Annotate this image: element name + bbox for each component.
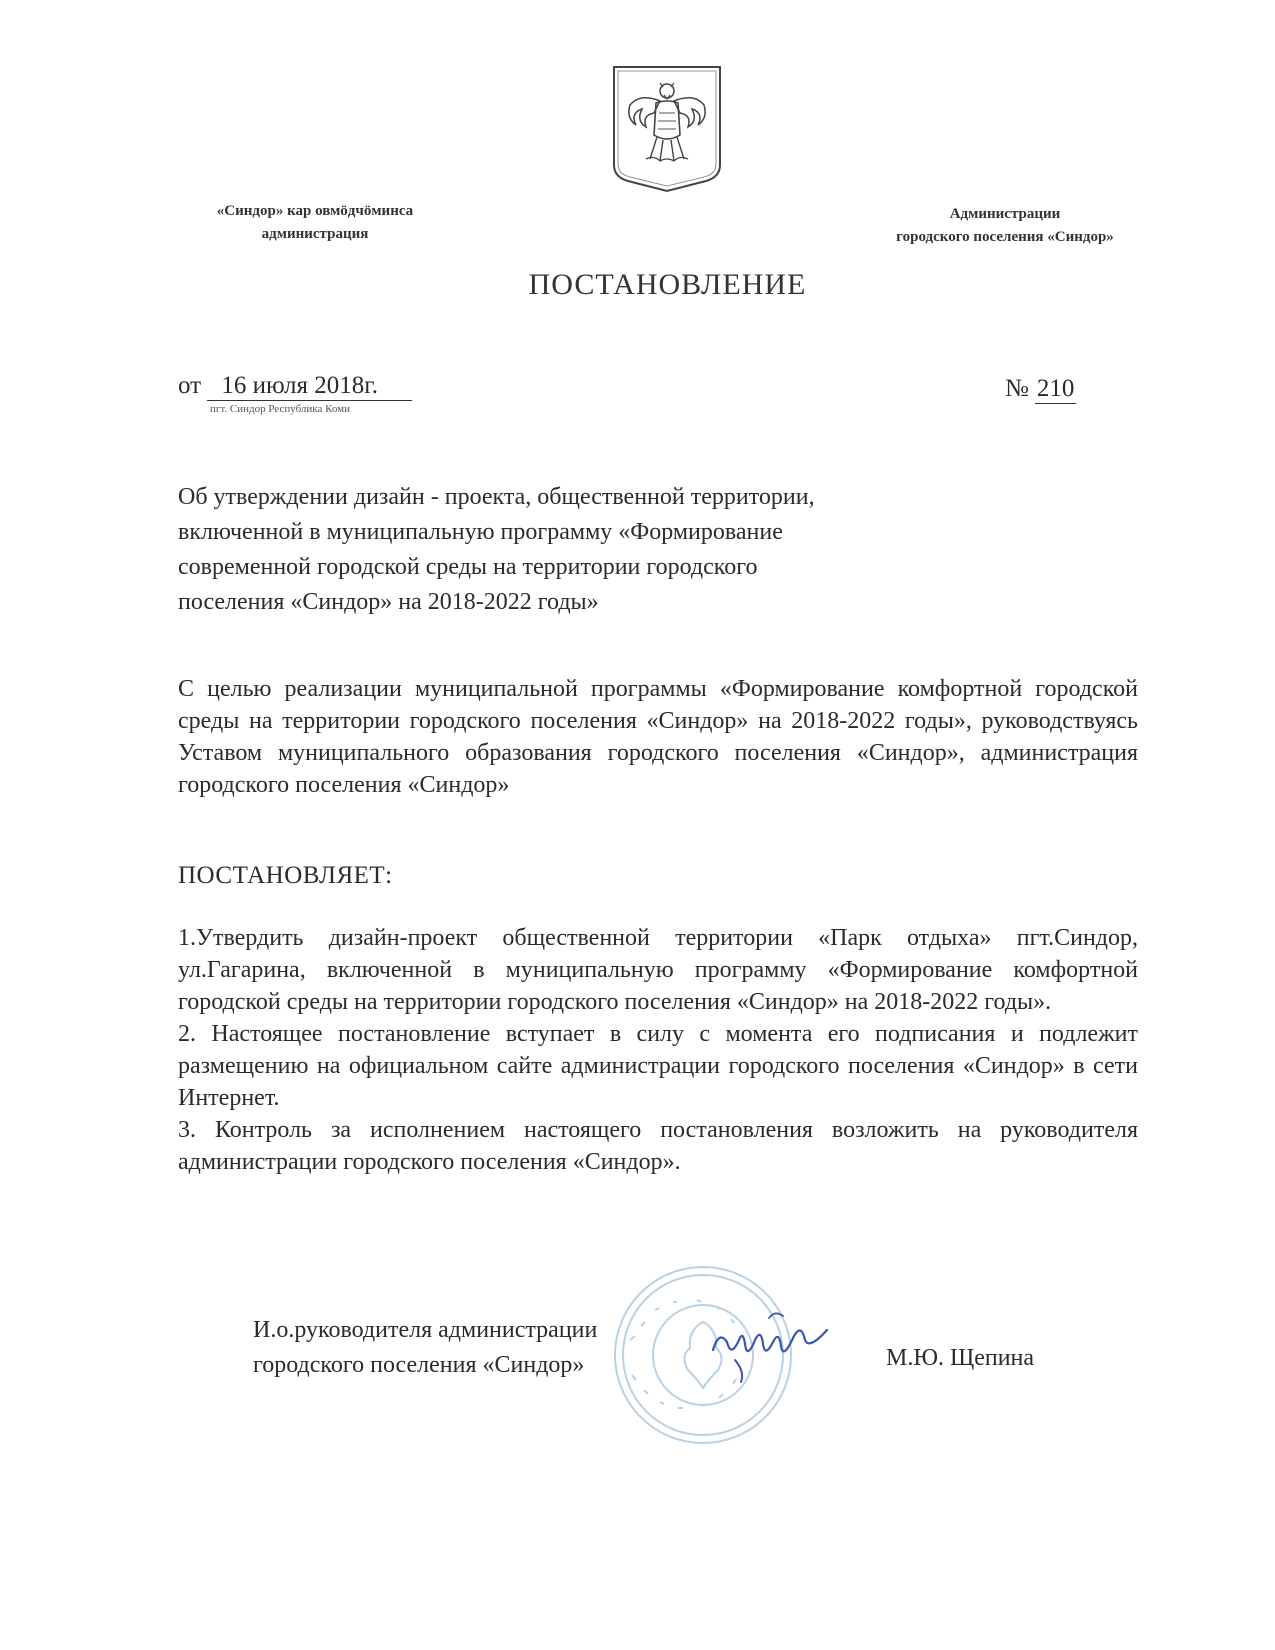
document-date: 16 июля 2018г. [207,372,412,401]
header-right-org [855,203,1155,249]
subject-line: включенной в муниципальную программу «Формирование [178,519,783,545]
date-line [178,372,412,401]
document-subject [178,480,938,620]
decree-item: 2. Настоящее постановление вступает в силу с момента его подписания и подлежит размещению на официальном сайте администрации городского поселения «Синдор» в сети Интернет. [178,1021,1138,1111]
document-number: 210 [1036,375,1075,402]
header-left-line-1: «Синдор» кар овмӧдчӧминса [216,203,414,219]
signatory-position-line: И.о.руководителя администрации [253,1317,598,1343]
handwritten-signature-icon [705,1300,835,1385]
document-place: пгт. Синдор Республика Коми [210,403,351,415]
decree-item: 3. Контроль за исполнением настоящего постановления возложить на руководителя администрации городского поселения «Синдор». [178,1117,1138,1175]
subject-line: поселения «Синдор» на 2018-2022 годы» [178,589,599,615]
decree-items [178,922,1138,1178]
document-title: ПОСТАНОВЛЕНИЕ [528,268,807,301]
subject-line: Об утверждении дизайн - проекта, общественной территории, [178,484,815,510]
signatory-position [253,1313,597,1383]
komi-coat-of-arms-icon [610,63,724,195]
number-label: № [1005,375,1029,402]
date-prefix: от [178,372,202,399]
decree-heading: ПОСТАНОВЛЯЕТ: [178,862,393,889]
signatory-position-line: городского поселения «Синдор» [253,1352,585,1378]
subject-line: современной городской среды на территории городского [178,554,758,580]
decree-item: 1.Утвердить дизайн-проект общественной территории «Парк отдыха» пгт.Синдор, ул.Гагарина, включенной в муниципальную программу «Формирование комфортной городской среды на территории городского поселения «Синдор» на 2018-2022 годы». [178,925,1138,1015]
signatory-name: М.Ю. Щепина [886,1345,1035,1371]
header-left-line-2: администрация [261,226,369,242]
document-number-line [1005,375,1076,404]
header-right-line-2: городского поселения «Синдор» [896,229,1114,245]
header-left-org [170,200,460,246]
header-right-line-1: Администрации [949,206,1061,222]
preamble-paragraph: С целью реализации муниципальной программы «Формирование комфортной городской среды на территории городского поселения «Синдор» на 2018-2022 годы», руководствуясь Уставом муниципального образования городского поселения «Синдор», администрация городского поселения «Синдор» [178,676,1138,798]
